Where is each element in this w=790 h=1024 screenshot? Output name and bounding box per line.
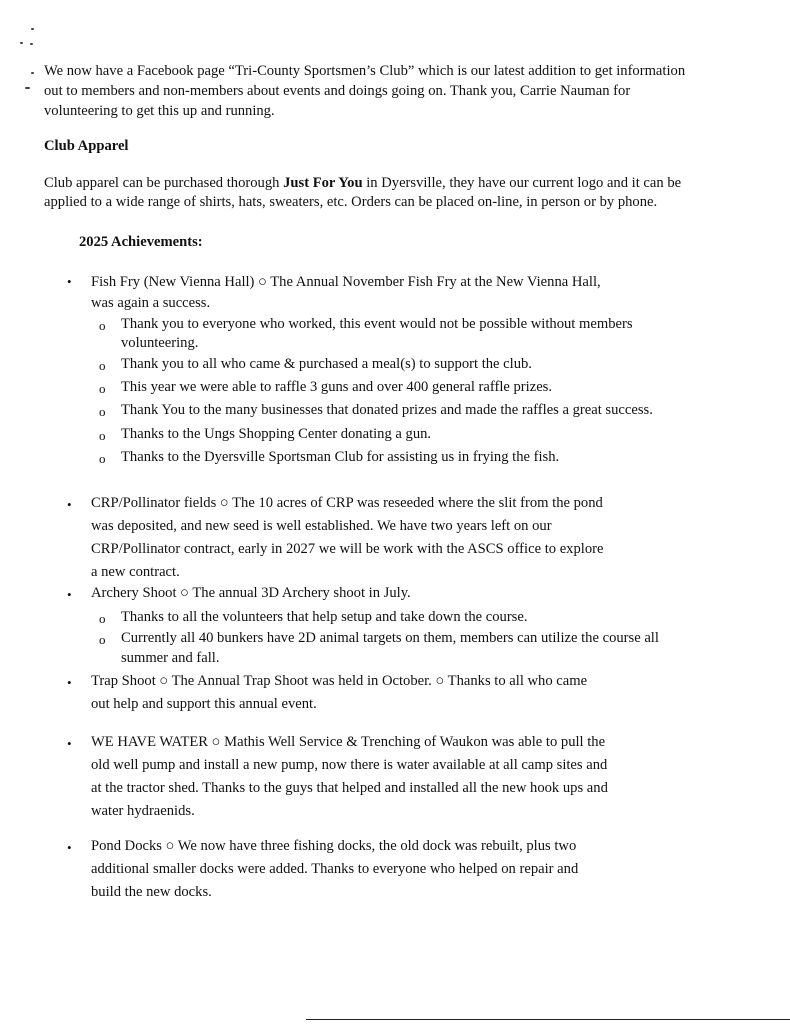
apparel-text: Club apparel can be purchased thorough	[44, 175, 284, 191]
sub-bullet-icon: o	[99, 451, 106, 466]
sub-item-line: Thank You to the many businesses that donated prizes and made the raffles a great success.	[121, 402, 653, 418]
item-line: Trap Shoot ○ The Annual Trap Shoot was held in October. ○ Thanks to all who came	[91, 673, 588, 689]
intro-line: We now have a Facebook page “Tri-County Sportsmen’s Club” which is our latest addition to get information	[44, 63, 686, 79]
item-line: Archery Shoot ○ The annual 3D Archery shoot in July.	[91, 585, 411, 601]
item-line: was again a success.	[91, 295, 211, 311]
sub-item-line: Thanks to the Ungs Shopping Center donating a gun.	[121, 426, 432, 442]
bullet-icon: •	[67, 840, 72, 855]
sub-bullet-icon: o	[99, 428, 106, 443]
intro-line: volunteering to get this up and running.	[44, 103, 275, 119]
item-line: old well pump and install a new pump, now there is water available at all camp sites and	[91, 757, 608, 773]
sub-item-line: Thanks to all the volunteers that help setup and take down the course.	[121, 609, 528, 625]
bullet-icon: •	[67, 675, 72, 690]
bullet-icon: •	[67, 587, 72, 602]
page-bottom-rule	[306, 1019, 790, 1020]
achievements-heading: 2025 Achievements:	[79, 234, 203, 250]
sub-item-line: Thank you to everyone who worked, this event would not be possible without members	[121, 316, 633, 332]
item-line: Fish Fry (New Vienna Hall) ○ The Annual November Fish Fry at the New Vienna Hall,	[91, 274, 601, 290]
bullet-icon: •	[67, 274, 72, 289]
apparel-heading: Club Apparel	[44, 138, 129, 154]
sub-item-line: This year we were able to raffle 3 guns and over 400 general raffle prizes.	[121, 379, 553, 395]
bullet-icon: •	[67, 497, 72, 512]
bullet-icon: •	[67, 736, 72, 751]
sub-item-line: Thank you to all who came & purchased a meal(s) to support the club.	[121, 356, 532, 372]
apparel-text: in Dyersville, they have our current logo and it can be	[362, 175, 682, 191]
sub-bullet-icon: o	[99, 632, 106, 647]
item-line: CRP/Pollinator fields ○ The 10 acres of CRP was reseeded where the slit from the pond	[91, 495, 603, 511]
item-line: build the new docks.	[91, 884, 212, 900]
item-line: additional smaller docks were added. Thanks to everyone who helped on repair and	[91, 861, 579, 877]
item-line: Pond Docks ○ We now have three fishing docks, the old dock was rebuilt, plus two	[91, 838, 577, 854]
scan-speck	[31, 28, 34, 30]
scan-speck	[25, 87, 30, 89]
sub-bullet-icon: o	[99, 358, 106, 373]
item-line: WE HAVE WATER ○ Mathis Well Service & Trenching of Waukon was able to pull the	[91, 734, 606, 750]
item-line: at the tractor shed. Thanks to the guys that helped and installed all the new hook ups and	[91, 780, 608, 796]
apparel-line	[44, 176, 681, 191]
scan-speck	[20, 42, 23, 44]
sub-bullet-icon: o	[99, 318, 106, 333]
apparel-line: applied to a wide range of shirts, hats, sweaters, etc. Orders can be placed on-line, in person or by phone.	[44, 194, 658, 210]
sub-item-line: Thanks to the Dyersville Sportsman Club for assisting us in frying the fish.	[121, 449, 560, 465]
store-name: Just For You	[283, 175, 363, 191]
scan-speck	[31, 72, 34, 74]
sub-bullet-icon: o	[99, 611, 106, 626]
sub-item-line: volunteering.	[121, 335, 199, 351]
sub-bullet-icon: o	[99, 381, 106, 396]
sub-item-line: summer and fall.	[121, 650, 220, 666]
item-line: was deposited, and new seed is well established. We have two years left on our	[91, 518, 552, 534]
sub-item-line: Currently all 40 bunkers have 2D animal targets on them, members can utilize the course all	[121, 630, 659, 646]
intro-line: out to members and non-members about events and doings going on. Thank you, Carrie Nauman for	[44, 83, 631, 99]
scan-speck	[30, 43, 33, 45]
item-line: out help and support this annual event.	[91, 696, 317, 712]
item-line: a new contract.	[91, 564, 180, 580]
item-line: CRP/Pollinator contract, early in 2027 we will be work with the ASCS office to explore	[91, 541, 604, 557]
item-line: water hydraenids.	[91, 803, 195, 819]
sub-bullet-icon: o	[99, 404, 106, 419]
